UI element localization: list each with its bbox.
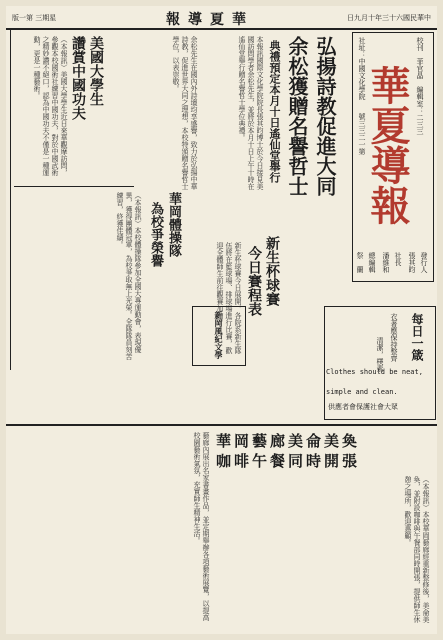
- left-headline: 美國大學生: [88, 36, 104, 106]
- masthead: [352, 32, 434, 282]
- staff-name-2: 潘維和: [382, 252, 390, 273]
- staff-role-2: 社長: [394, 252, 402, 266]
- english-line-1: Clothes should be neat,: [326, 368, 423, 376]
- staff-name-1: 張其昀: [408, 252, 416, 273]
- rule-bottom-section: [6, 424, 437, 426]
- staff-name-3: 祭 蘭: [356, 252, 364, 273]
- bottom-headline-2: 咖啡午餐同時開張: [216, 452, 361, 470]
- article-col-6: （本報訊）本校華岡藝廊經重新整修後，美侖美奐，並附設咖啡與午餐部同時開張，提供師生休憩之場所，歡迎惠顧。: [404, 476, 430, 623]
- masthead-issue: 校刊 菲官晶 編輯室：二三三: [416, 37, 424, 135]
- bottom-headline: 華岡藝廊美侖美奐: [216, 432, 361, 450]
- rule-left: [10, 30, 11, 370]
- motto-sub-2: 清潔，樸素: [376, 337, 384, 372]
- article-col-7: 藝廊內展出名家書畫作品，並定期舉辦各項藝術展覽，以提高校園藝術氣氛，充實師生精神生活。: [193, 432, 210, 621]
- main-deck: 典禮預定本月十日遙仙堂舉行: [268, 40, 281, 183]
- article-col-4: （本報訊）本校體操隊參加全國大專運動會，表現優異，獲得團體冠軍，為校爭取無上光榮。全隊隊員刻苦練習，終獲佳績。: [116, 192, 142, 360]
- main-headline-sub: 余松獲贈名譽哲士: [285, 36, 309, 196]
- schedule-headline: 新生杯球賽: [264, 236, 280, 306]
- sports-box-title: 新岡風紀文學: [214, 311, 223, 359]
- header-center: 報導夏華: [166, 12, 254, 28]
- staff-role-3: 總編輯: [368, 252, 376, 273]
- page-header: [6, 6, 437, 30]
- sports-box: [192, 306, 246, 366]
- footer-note: 供應者會保護社會大眾: [328, 403, 398, 411]
- left-headline-2: 讚賞中國功夫: [70, 36, 86, 120]
- staff-role-1: 發行人: [420, 252, 428, 273]
- rule-mid-left: [14, 186, 134, 187]
- masthead-title: 華夏導報: [364, 65, 411, 225]
- article-col-2: 本報訊國際文化學院院長張其昀博士於今日接見美國訪問學者余松先生，並將於本月十日上午十時在遙仙堂舉行贈名譽哲士學位典禮。: [238, 36, 264, 190]
- motto-sub: 衣著應保持整齊: [390, 313, 398, 362]
- article-col-1: （本報訊）美國大學學生近日來華觀摩訪問，參觀本校國術社練習中國功夫，對於中國武術之精妙讚不絕口，認為中國功夫不僅是一種運動，更是一種藝術。: [33, 36, 68, 176]
- english-motto: [326, 362, 434, 402]
- gym-headline: 華岡體操隊: [166, 192, 181, 257]
- header-right: 日九月十年三十六國民華中: [347, 14, 431, 22]
- masthead-issue-no: 號三三二一第: [358, 113, 366, 155]
- motto-title: 每日一箴: [410, 313, 424, 361]
- article-col-3: 余松先生在國內外詩壇均享盛譽，致力於弘揚中華詩教，促進世界大同之理想，本校特頒贈名譽哲士學位，以表崇敬。: [172, 36, 198, 190]
- header-left: 版一第 三期星: [12, 14, 57, 22]
- english-line-2: simple and clean.: [326, 388, 398, 396]
- main-headline: 弘揚詩教促進大同: [313, 36, 337, 196]
- staff-table: [352, 252, 432, 300]
- schedule-headline-2: 今日賽程表: [246, 246, 262, 316]
- gym-headline-2: 為校爭榮譽: [148, 202, 163, 267]
- masthead-address: 社址：中國文化學院: [358, 37, 366, 100]
- article-col-5: 新生杯球賽今日展開，各院系新生隊伍將在籃球場、排球場進行比賽，歡迎全體師生前往觀賽加油。: [216, 242, 242, 354]
- newspaper-page: [6, 6, 437, 634]
